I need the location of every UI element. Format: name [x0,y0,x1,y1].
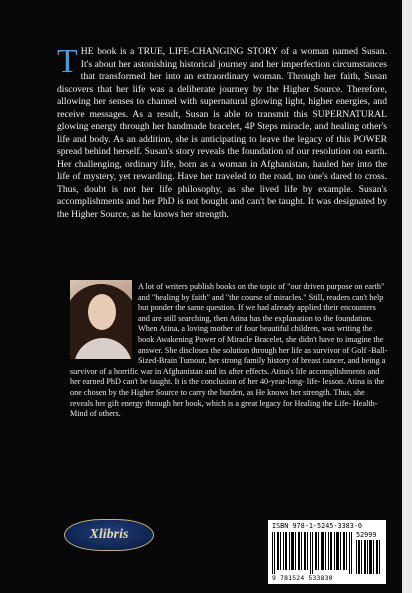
publisher-logo [64,519,154,551]
price-code: 52999 [356,531,377,539]
drop-cap-letter: T [57,43,78,80]
isbn-label: ISBN 978-1-5245-3383-0 [272,522,363,530]
author-photo-face [88,294,116,330]
blurb-text: HE book is a TRUE, LIFE-CHANGING STORY of a woman named Susan. It's about her astonishing historical journey and her imperfection circumstances that transformed her into an extraordinary woman. Through her faith, Susan discovers that her life was a deliberate journey by the Higher Source. Therefore, allowing her senses to channel with supernatural glowing light, higher energies, and receive messages. As a result, Susan is able to transmit this SUPERNATURAL glowing energy through her handmade bracelet, 4P Steps miracle, and healing other's life and body. As an addition, she is anticipating to leave the legacy of this POWER spread behind herself. Susan's story reveals the foundation of our resolution on earth. Her challenging, ordinary life, born as a woman in Afghanistan, hauled her into the life of mystery, yet rewarding. Have her traveled to the road, no one's dared to cross. Thus, doubt is not her life philosophy, as she lived life by example. Susan's accomplishments and her PhD is not bought and can't be taught. It was designated by the Higher Source, as he knows her strength. [57,46,387,220]
author-photo [70,280,132,359]
barcode-bars [272,532,354,574]
price-barcode-bars [356,540,382,574]
book-blurb [57,43,387,221]
publisher-logo-text: Xlibris [89,527,129,542]
author-bio-text: A lot of writers publish books on the topic of "our driven purpose on earth" and "healing by faith" and "the course of miracles." Still, readers can't help but ponder the same question. If we had already applied their encounters and are still searching, then Atina has the explanation to the foundation. When Atina, a loving mother of four beautiful children, was writing the book Awakening Power of Miracle Bracelet, she didn't have to imagine the answer. She discloses the solution through her life as survivor of Golf -Ball- Sized-Brain Tumour, her strong family history of breast cancer, and being a survivor of a horrific war in Afghanistan and its after effects. Atina's life accomplishments and her earned PhD can't be taught. It is the conclusion of her 40-year-long- life- lesson. Atina is the one chosen by the Higher Source to carry the burden, as He knows her strength. Thus, she reveals her gift energy through her book, which is a great legacy for Healing the Life- Health- Mind of others. [70,282,388,419]
page-edge [402,0,412,593]
isbn-barcode [268,520,386,584]
barcode-numbers: 9 781524 533830 [272,574,333,582]
